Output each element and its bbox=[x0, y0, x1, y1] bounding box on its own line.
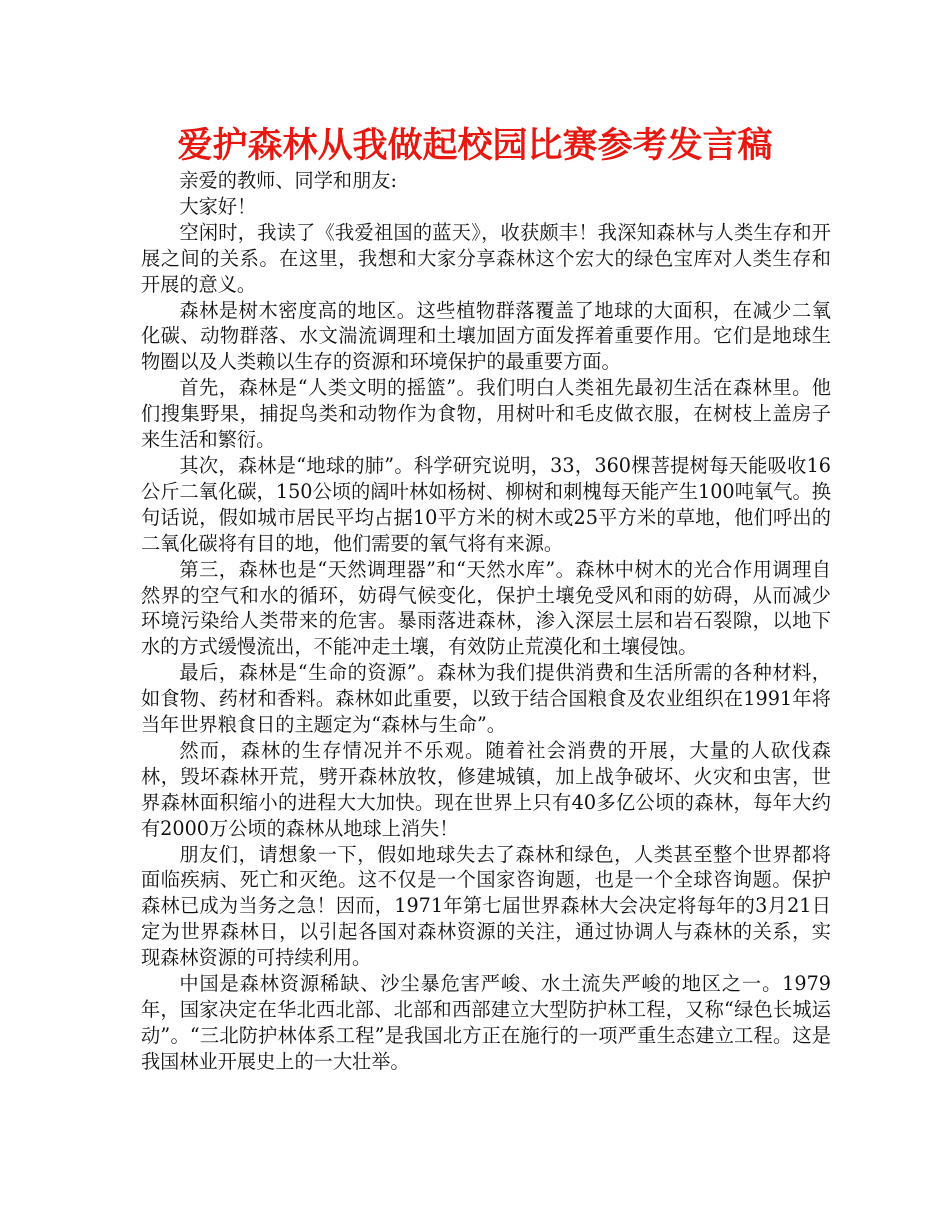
document-title: 爱护森林从我做起校园比赛参考发言稿 bbox=[177, 126, 773, 166]
paragraph: 朋友们，请想象一下，假如地球失去了森林和绿色，人类甚至整个世界都将面临疾病、死亡和灭绝。这不仅是一个国家咨询题，也是一个全球咨询题。保护森林已成为当务之急！因而，1971年第七届世界森林大会决定将每年的3月21日定为世界森林日，以引起各国对森林资源的关注，通过协调人与森林的关系，实现森林资源的可持续利用。 bbox=[141, 842, 831, 970]
paragraph: 最后，森林是“生命的资源”。森林为我们提供消费和生活所需的各种材料，如食物、药材和香料。森林如此重要，以致于结合国粮食及农业组织在1991年将当年世界粮食日的主题定为“森林与生命”。 bbox=[141, 661, 831, 737]
paragraph: 森林是树木密度高的地区。这些植物群落覆盖了地球的大面积，在减少二氧化碳、动物群落、水文湍流调理和土壤加固方面发挥着重要作用。它们是地球生物圈以及人类赖以生存的资源和环境保护的最重要方面。 bbox=[141, 298, 831, 374]
paragraph: 然而，森林的生存情况并不乐观。随着社会消费的开展，大量的人砍伐森林，毁坏森林开荒，劈开森林放牧，修建城镇，加上战争破坏、火灾和虫害，世界森林面积缩小的进程大大加快。现在世界上只有40多亿公顷的森林，每年大约有2000万公顷的森林从地球上消失！ bbox=[141, 738, 831, 840]
paragraph: 空闲时，我读了《我爱祖国的蓝天》，收获颇丰！我深知森林与人类生存和开展之间的关系。在这里，我想和大家分享森林这个宏大的绿色宝库对人类生存和开展的意义。 bbox=[141, 220, 831, 296]
paragraph: 首先，森林是“人类文明的摇篮”。我们明白人类祖先最初生活在森林里。他们搜集野果，捕捉鸟类和动物作为食物，用树叶和毛皮做衣服，在树枝上盖房子来生活和繁衍。 bbox=[141, 376, 831, 452]
paragraph: 其次，森林是“地球的肺”。科学研究说明，33，360棵菩提树每天能吸收16公斤二氧化碳，150公顷的阔叶林如杨树、柳树和刺槐每天能产生100吨氧气。换句话说，假如城市居民平均占据10平方米的树木或25平方米的草地，他们呼出的二氧化碳将有目的地，他们需要的氧气将有来源。 bbox=[141, 453, 831, 555]
paragraph: 第三，森林也是“天然调理器”和“天然水库”。森林中树木的光合作用调理自然界的空气和水的循环，妨碍气候变化，保护土壤免受风和雨的妨碍，从而减少环境污染给人类带来的危害。暴雨落进森林，渗入深层土层和岩石裂隙，以地下水的方式缓慢流出，不能冲走土壤，有效防止荒漠化和土壤侵蚀。 bbox=[141, 557, 831, 659]
document-body bbox=[141, 168, 831, 1075]
paragraph-greeting: 大家好！ bbox=[179, 194, 257, 218]
paragraph-salutation: 亲爱的教师、同学和朋友: bbox=[179, 169, 397, 192]
paragraph: 中国是森林资源稀缺、沙尘暴危害严峻、水土流失严峻的地区之一。1979年，国家决定在华北西北部、北部和西部建立大型防护林工程，又称“绿色长城运动”。“三北防护林体系工程”是我国北方正在施行的一项严重生态建立工程。这是我国林业开展史上的一大壮举。 bbox=[141, 972, 831, 1073]
